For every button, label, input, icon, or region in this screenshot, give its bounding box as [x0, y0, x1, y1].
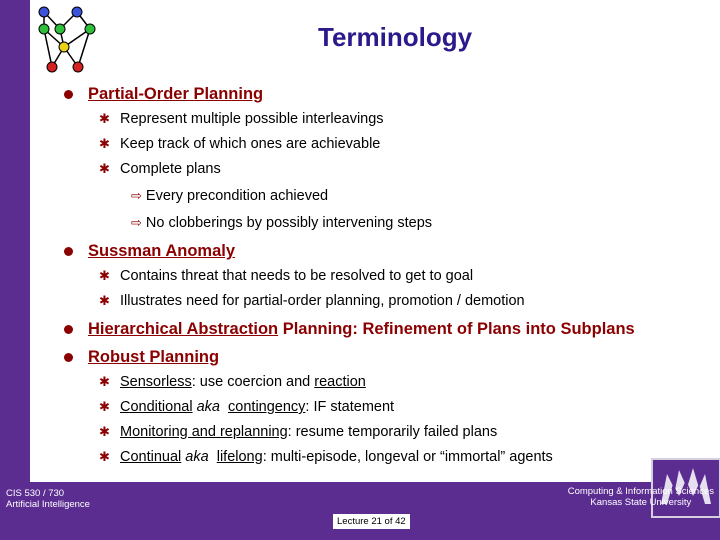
asterisk-icon: ✱	[99, 268, 110, 283]
sub-bullet	[99, 136, 380, 152]
sub-bullet-text: Complete plans	[120, 161, 221, 177]
footer-institution	[568, 486, 714, 508]
asterisk-icon: ✱	[99, 136, 110, 151]
course-name: Artificial Intelligence	[6, 499, 90, 510]
sub-sub-bullet-text: No clobberings by possibly intervening steps	[145, 215, 433, 231]
bullet-partial-order-planning	[64, 85, 263, 104]
sub-bullet	[99, 399, 394, 415]
text: : IF statement	[305, 399, 395, 415]
sub-bullet	[99, 424, 497, 440]
sub-sub-bullet	[131, 215, 432, 231]
sub-bullet	[99, 449, 553, 465]
sub-sub-bullet-text: Every precondition achieved	[145, 188, 329, 204]
sub-bullet-text: Represent multiple possible interleavings	[120, 111, 384, 127]
sub-bullet	[99, 161, 221, 177]
footer-course	[6, 488, 90, 510]
sub-bullet-text: Contains threat that needs to be resolved to get to goal	[120, 268, 474, 284]
bullet-label-rest: Planning: Refinement of Plans into Subplans	[278, 320, 635, 338]
term: Sensorless	[120, 374, 192, 390]
bullet-dot-icon	[64, 247, 73, 256]
bullet-hierarchical-abstraction	[64, 320, 635, 339]
asterisk-icon: ✱	[99, 374, 110, 389]
hollow-arrow-icon: ⇨	[131, 215, 142, 230]
asterisk-icon: ✱	[99, 111, 110, 126]
bullet-robust-planning	[64, 348, 219, 367]
term: lifelong	[216, 449, 263, 465]
asterisk-icon: ✱	[99, 449, 110, 464]
sub-bullet	[99, 111, 384, 127]
corner-curve	[30, 462, 60, 482]
asterisk-icon: ✱	[99, 399, 110, 414]
term: Continual	[120, 449, 182, 465]
bullet-dot-icon	[64, 325, 73, 334]
aka-text: aka	[181, 449, 213, 465]
course-number: CIS 530 / 730	[6, 488, 65, 499]
text: : multi-episode, longeval or “immortal” agents	[262, 449, 553, 465]
hollow-arrow-icon: ⇨	[131, 188, 142, 203]
sub-bullet-text: Illustrates need for partial-order planning, promotion / demotion	[120, 293, 525, 309]
asterisk-icon: ✱	[99, 161, 110, 176]
asterisk-icon: ✱	[99, 293, 110, 308]
department: Computing & Information Sciences	[567, 486, 714, 497]
term: Monitoring and replanning	[120, 424, 288, 440]
sub-bullet	[99, 293, 525, 309]
bullet-dot-icon	[64, 353, 73, 362]
asterisk-icon: ✱	[99, 424, 110, 439]
bullet-label: Sussman Anomaly	[88, 242, 236, 260]
bullet-label: Robust Planning	[88, 348, 220, 366]
lecture-number: Lecture 21 of 42	[333, 514, 410, 529]
bullet-label-underlined: Hierarchical Abstraction	[88, 320, 279, 338]
sub-bullet-text: Keep track of which ones are achievable	[120, 136, 381, 152]
text: : use coercion and	[191, 374, 315, 390]
graph-nodes-icon	[32, 2, 108, 78]
bullet-label: Partial-Order Planning	[88, 85, 264, 103]
sub-sub-bullet	[131, 188, 328, 204]
left-sidebar-band	[0, 0, 30, 540]
bullet-dot-icon	[64, 90, 73, 99]
sub-bullet	[99, 374, 366, 390]
aka-text: aka	[192, 399, 224, 415]
text: : resume temporarily failed plans	[287, 424, 498, 440]
bullet-sussman-anomaly	[64, 242, 235, 261]
sub-bullet	[99, 268, 473, 284]
term: reaction	[314, 374, 366, 390]
term: contingency	[228, 399, 306, 415]
term: Conditional	[120, 399, 193, 415]
university: Kansas State University	[590, 497, 692, 508]
slide-title: Terminology	[318, 22, 473, 52]
